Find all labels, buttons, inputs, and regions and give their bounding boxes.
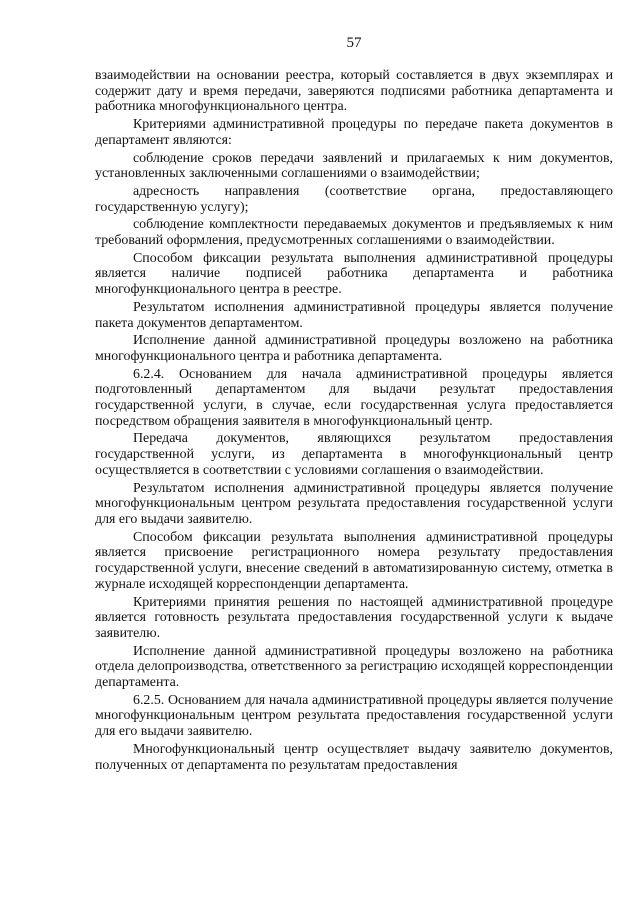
paragraph-14: Исполнение данной административной процедуры возложено на работника отдела делопроизводства, ответственного за регистрацию исходящей корреспонденции департамента. [95, 643, 613, 691]
paragraph-15: 6.2.5. Основанием для начала административной процедуры является получение многофункциональным центром результата предоставления государственной услуги для его выдачи заявителю. [95, 692, 613, 740]
paragraph-2: Критериями административной процедуры по передаче пакета документов в департамент являются: [95, 117, 613, 148]
paragraph-7: Результатом исполнения административной процедуры является получение пакета документов департаментом. [95, 299, 613, 331]
paragraph-13: Критериями принятия решения по настоящей административной процедуре является готовность результата предоставления государственной услуги к выдаче заявителю. [95, 594, 613, 641]
paragraph-12: Способом фиксации результата выполнения административной процедуры является присвоение регистрационного номера результату предоставления государственной услуги, внесение сведений в автоматизированную систему, отметка в журнале исходящей корреспонденции департамента. [95, 529, 613, 592]
paragraph-4: адресность направления (соответствие органа, предоставляющего государственную услугу); [95, 183, 613, 215]
paragraph-5: соблюдение комплектности передаваемых документов и предъявляемых к ним требований оформления, предусмотренных соглашениями о взаимодействии. [95, 217, 613, 249]
paragraph-16: Многофункциональный центр осуществляет выдачу заявителю документов, полученных от департамента по результатам предоставления [95, 741, 613, 773]
paragraph-1: взаимодействии на основании реестра, который составляется в двух экземплярах и содержит дату и время передачи, заверяются подписями работника департамента и работника многофункционального центра. [95, 68, 613, 115]
paragraph-9: 6.2.4. Основанием для начала административной процедуры является подготовленный департаментом для выдачи результат предоставления государственной услуги, в случае, если государственная услуга предоставляется посредством обращения заявителя в многофункциональный центр. [95, 366, 613, 429]
paragraph-8: Исполнение данной административной процедуры возложено на работника многофункционального центра и работника департамента. [95, 333, 613, 364]
page-number: 57 [346, 35, 362, 51]
paragraph-10: Передача документов, являющихся результатом предоставления государственной услуги, из департамента в многофункциональный центр осуществляется в соответствии с условиями соглашения о взаимодействии. [95, 431, 613, 478]
paragraph-11: Результатом исполнения административной процедуры является получение многофункциональным центром результата предоставления государственной услуги для его выдачи заявителю. [95, 480, 613, 527]
paragraph-3: соблюдение сроков передачи заявлений и прилагаемых к ним документов, установленных заключенными соглашениями о взаимодействии; [95, 150, 613, 182]
body-text [95, 68, 613, 773]
paragraph-6: Способом фиксации результата выполнения административной процедуры является наличие подписей работника департамента и работника многофункционального центра в реестре. [95, 250, 613, 298]
